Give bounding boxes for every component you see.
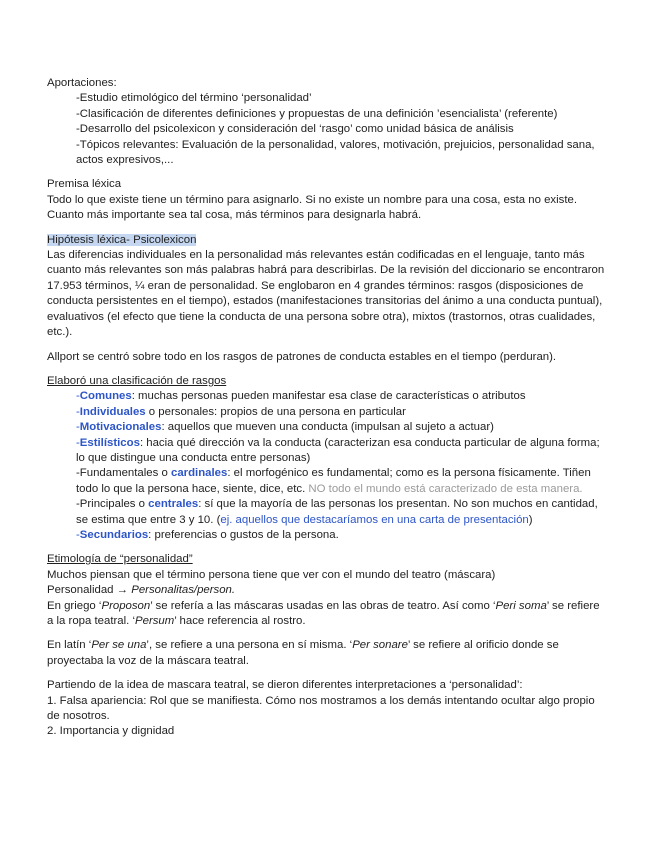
proposon-term: Proposon bbox=[101, 599, 151, 612]
aportaciones-item-4: -Tópicos relevantes: Evaluación de la personalidad, valores, motivación, prejuicios, personalidad sana, actos expresivos,... bbox=[76, 138, 595, 167]
secundarios-term: Secundarios bbox=[79, 528, 149, 541]
aportaciones-item-2: -Clasificación de diferentes definiciones y propuestas de una definición ’esencialista’ (referente) bbox=[76, 107, 558, 120]
mascara-intro: Partiendo de la idea de mascara teatral, se dieron diferentes interpretaciones a ‘personalidad’: bbox=[47, 679, 523, 692]
comunes-term: Comunes bbox=[79, 390, 132, 403]
comunes-text: : muchas personas pueden manifestar esa clase de características o atributos bbox=[131, 390, 526, 403]
etimologia-title: Etimología de “personalidad” bbox=[47, 553, 193, 566]
cardinales-gray-note: NO todo el mundo está caracterizado de esta manera. bbox=[308, 482, 583, 495]
mascara-item-2: 2. Importancia y dignidad bbox=[47, 725, 175, 738]
estilisticos-text: : hacia qué dirección va la conducta (caracterizan esa conducta particular de alguna forma; lo que distingue una conducta entre personas) bbox=[76, 436, 600, 464]
rasgo-motivacionales: -Motivacionales: aquellos que mueven una conducta (impulsan al sujeto a actuar) bbox=[76, 421, 494, 434]
etimologia-line-3-a: En griego ‘ bbox=[47, 599, 102, 612]
aportaciones-title: Aportaciones: bbox=[47, 77, 117, 89]
latin-c: ’ se refiere al orificio donde se proyectaba la voz de la máscara teatral. bbox=[47, 639, 559, 667]
hipotesis-title-highlight: Hipótesis léxica- Psicolexicon bbox=[47, 233, 197, 246]
individuales-text: o personales: propios de una persona en particular bbox=[145, 405, 406, 418]
motivacionales-text: : aquellos que mueven una conducta (impulsan al sujeto a actuar) bbox=[161, 421, 494, 434]
premisa-title: Premisa léxica bbox=[47, 178, 122, 191]
rasgo-centrales bbox=[47, 497, 607, 528]
aportaciones-item-3: -Desarrollo del psicolexicon y consideración del ‘rasgo’ como unidad básica de análisis bbox=[76, 123, 514, 136]
centrales-close: ) bbox=[528, 513, 533, 526]
latin-a: En latín ‘ bbox=[47, 639, 92, 652]
allport-text: Allport se centró sobre todo en los rasgos de patrones de conducta estables en el tiempo (perduran). bbox=[47, 350, 557, 363]
centrales-link-text: ej. aquellos que destacaríamos en una carta de presentación bbox=[220, 513, 529, 526]
per-se-una-term: Per se una bbox=[91, 639, 147, 652]
etimologia-line-1: Muchos piensan que el término persona tiene que ver con el mundo del teatro (máscara) bbox=[47, 568, 496, 581]
motivacionales-term: Motivacionales bbox=[79, 421, 162, 434]
rasgo-estilisticos: -Estilísticos: hacia qué dirección va la conducta (caracterizan esa conducta particular de alguna forma; lo que distingue una conducta entre personas) bbox=[76, 436, 600, 464]
rasgo-individuales: -Individuales o personales: propios de una persona en particular bbox=[76, 405, 406, 418]
centrales-text: : sí que la mayoría de las personas los presentan. No son muchos en cantidad, se estima que entre 3 y 10. ( bbox=[76, 498, 598, 526]
etimologia-line-3-d: ’ hace referencia al rostro. bbox=[174, 615, 306, 627]
etimologia-line-2-pre: Personalidad → bbox=[47, 584, 132, 597]
latin-text bbox=[47, 638, 607, 669]
hipotesis-title bbox=[47, 233, 607, 248]
centrales-term: centrales bbox=[148, 498, 199, 511]
fundamentales-pre: -Fundamentales o bbox=[76, 467, 171, 480]
premisa-text: Todo lo que existe tiene un término para asignarlo. Si no existe un nombre para una cosa, esta no existe. Cuanto más importante sea tal cosa, más términos para designarla habrá. bbox=[47, 193, 577, 222]
etimologia-line-2-italic: Personalitas/person. bbox=[131, 584, 236, 597]
peri-soma-term: Peri soma bbox=[495, 599, 547, 612]
document-body bbox=[47, 76, 607, 740]
etimologia-line-3-b: ’ se refería a las máscaras usadas en las obras de teatro. Así como ‘ bbox=[150, 599, 496, 612]
estilisticos-term: Estilísticos bbox=[79, 436, 140, 449]
hipotesis-text: Las diferencias individuales en la personalidad más relevantes están codificadas en el lenguaje, tanto más cuanto más relevantes son más palabras habrá para describirlas. De la revisión del diccionario se encontraron 17.953 términos, ¼ eran de personalidad. Se englobaron en 4 grandes términos: rasgos (disposiciones de conducta persistentes en el tiempo), estados (manifestaciones transitorias del ánimo a una conducta puntual), evaluativos (el efecto que tiene la conducta de una persona sobre otra), mixtos (trastornos, otras cualidades, etc.). bbox=[47, 249, 605, 339]
persum-term: Persum bbox=[135, 615, 175, 627]
rasgo-secundarios: -Secundarios: preferencias o gustos de la persona. bbox=[76, 528, 339, 541]
etimologia-line-3 bbox=[47, 599, 607, 630]
rasgo-cardinales bbox=[47, 466, 607, 497]
rasgo-comunes: -Comunes: muchas personas pueden manifestar esa clase de características o atributos bbox=[76, 390, 526, 403]
aportaciones-item-1: -Estudio etimológico del término ‘personalidad’ bbox=[76, 92, 312, 105]
principales-pre: -Principales o bbox=[76, 498, 149, 511]
etimologia-line-2 bbox=[47, 583, 607, 598]
cardinales-term: cardinales bbox=[170, 467, 228, 480]
per-sonare-term: Per sonare bbox=[352, 639, 408, 652]
etimologia-line-3-c: ’ se refiere a la ropa teatral. ‘ bbox=[47, 599, 600, 627]
mascara-item-1: 1. Falsa apariencia: Rol que se manifiesta. Cómo nos mostramos a los demás intentando ocultar algo propio de nosotros. bbox=[47, 694, 595, 723]
latin-b: ’, se refiere a una persona en sí misma. ‘ bbox=[146, 639, 353, 652]
individuales-term: Individuales bbox=[79, 405, 146, 418]
secundarios-text: : preferencias o gustos de la persona. bbox=[148, 528, 339, 541]
cardinales-text: : el morfogénico es fundamental; como es la persona físicamente. Tiñen todo lo que la persona hace, siente, dice, etc. bbox=[76, 467, 591, 495]
clasificacion-title: Elaboró una clasificación de rasgos bbox=[47, 374, 227, 387]
